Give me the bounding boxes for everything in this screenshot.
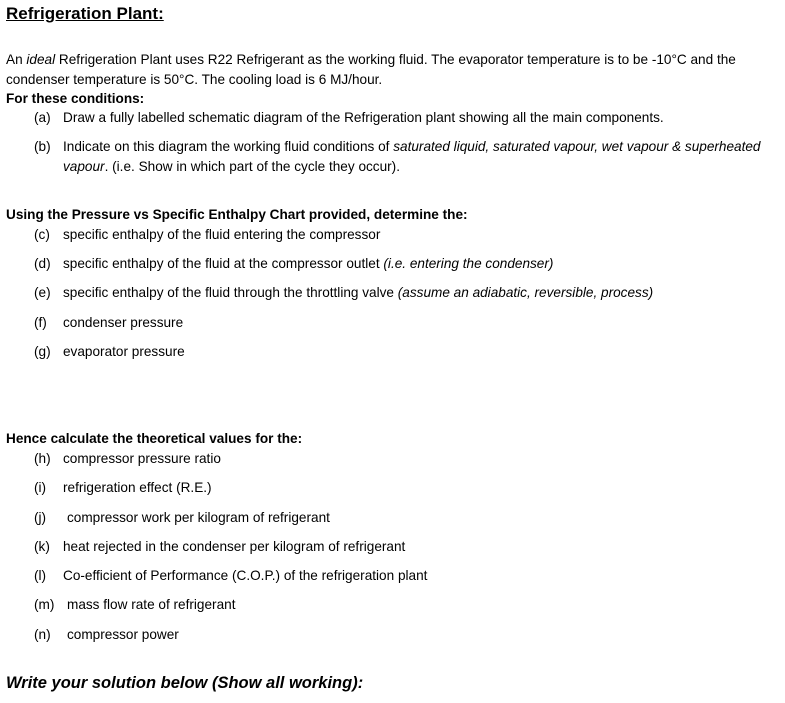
question-item-f: (f) condenser pressure (34, 315, 184, 330)
question-item-k: (k) heat rejected in the condenser per kilogram of refrigerant (34, 539, 406, 554)
solution-prompt: Write your solution below (Show all working): (6, 674, 364, 692)
calculation-heading: Hence calculate the theoretical values for the: (6, 431, 303, 446)
question-item-h: (h) compressor pressure ratio (34, 451, 221, 466)
conditions-heading: For these conditions: (6, 91, 145, 106)
page-title: Refrigeration Plant: (6, 4, 164, 23)
question-item-a: (a) Draw a fully labelled schematic diagram of the Refrigeration plant showing all the main components. (34, 110, 664, 125)
problem-statement: An ideal Refrigeration Plant uses R22 Refrigerant as the working fluid. The evaporator temperature is to be -10°C and the condenser temperature is 50°C. The cooling load is 6 MJ/hour. (6, 52, 736, 87)
question-item-d: (d) specific enthalpy of the fluid at the compressor outlet (i.e. entering the condenser) (34, 256, 554, 271)
question-item-i: (i) refrigeration effect (R.E.) (34, 480, 212, 495)
question-item-j: (j) compressor work per kilogram of refrigerant (34, 510, 330, 525)
question-item-n: (n) compressor power (34, 627, 179, 642)
question-item-m: (m) mass flow rate of refrigerant (34, 597, 236, 612)
chart-heading: Using the Pressure vs Specific Enthalpy Chart provided, determine the: (6, 207, 468, 222)
question-item-c: (c) specific enthalpy of the fluid entering the compressor (34, 227, 381, 242)
question-item-l: (l) Co-efficient of Performance (C.O.P.) of the refrigeration plant (34, 568, 428, 583)
question-item-g: (g) evaporator pressure (34, 344, 185, 359)
question-item-e: (e) specific enthalpy of the fluid through the throttling valve (assume an adiabatic, reversible, process) (34, 285, 654, 300)
